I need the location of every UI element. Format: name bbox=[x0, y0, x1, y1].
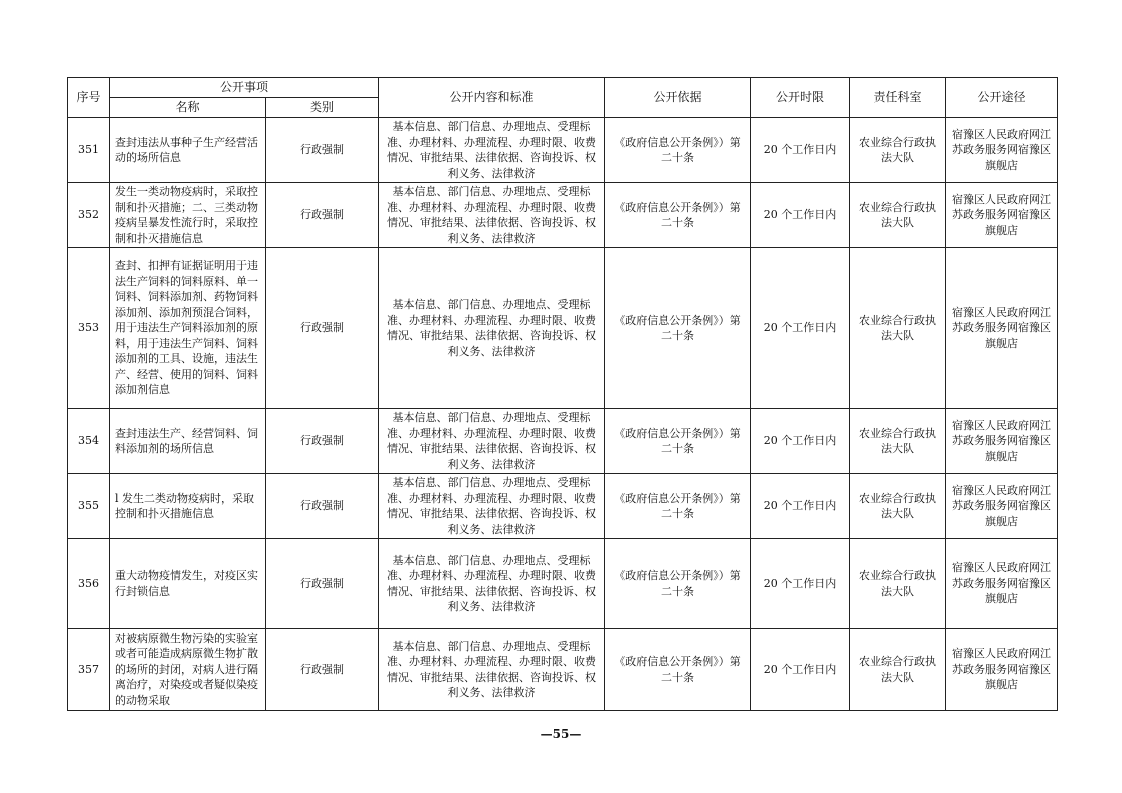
disclosure-channel: 宿豫区人民政府网江苏政务服务网宿豫区旗舰店 bbox=[946, 629, 1058, 711]
time-limit: 20 个工作日内 bbox=[751, 629, 850, 711]
item-category: 行政强制 bbox=[266, 248, 379, 409]
item-name: 查封违法从事种子生产经营活动的场所信息 bbox=[110, 118, 266, 183]
table-row bbox=[68, 183, 1058, 248]
header-name: 名称 bbox=[110, 98, 266, 118]
responsible-department: 农业综合行政执法大队 bbox=[850, 118, 946, 183]
disclosure-channel: 宿豫区人民政府网江苏政务服务网宿豫区旗舰店 bbox=[946, 183, 1058, 248]
header-time-limit: 公开时限 bbox=[751, 78, 850, 118]
table-body bbox=[68, 118, 1058, 711]
table-row bbox=[68, 118, 1058, 183]
item-category: 行政强制 bbox=[266, 539, 379, 629]
row-number: 357 bbox=[68, 629, 110, 711]
row-number: 351 bbox=[68, 118, 110, 183]
table-row bbox=[68, 629, 1058, 711]
header-category: 类别 bbox=[266, 98, 379, 118]
disclosure-table bbox=[67, 77, 1058, 711]
table-row bbox=[68, 474, 1058, 539]
disclosure-content: 基本信息、部门信息、办理地点、受理标准、办理材料、办理流程、办理时限、收费情况、审批结果、法律依据、咨询投诉、权利义务、法律救济 bbox=[379, 539, 605, 629]
item-name: l 发生二类动物疫病时，采取控制和扑灭措施信息 bbox=[110, 474, 266, 539]
item-name: 发生一类动物疫病时，采取控制和扑灭措施；二、三类动物疫病呈暴发性流行时，采取控制和扑灭措施信息 bbox=[110, 183, 266, 248]
row-number: 356 bbox=[68, 539, 110, 629]
time-limit: 20 个工作日内 bbox=[751, 248, 850, 409]
disclosure-channel: 宿豫区人民政府网江苏政务服务网宿豫区旗舰店 bbox=[946, 248, 1058, 409]
header-content: 公开内容和标准 bbox=[379, 78, 605, 118]
row-number: 353 bbox=[68, 248, 110, 409]
item-name: 查封违法生产、经营饲料、饲料添加剂的场所信息 bbox=[110, 409, 266, 474]
time-limit: 20 个工作日内 bbox=[751, 409, 850, 474]
time-limit: 20 个工作日内 bbox=[751, 183, 850, 248]
table-header bbox=[68, 78, 1058, 118]
item-name: 对被病原微生物污染的实验室或者可能造成病原微生物扩散的场所的封闭，对病人进行隔离治疗，对染疫或者疑似染疫的动物采取 bbox=[110, 629, 266, 711]
header-seq: 序号 bbox=[68, 78, 110, 118]
item-category: 行政强制 bbox=[266, 183, 379, 248]
header-channel: 公开途径 bbox=[946, 78, 1058, 118]
header-basis: 公开依据 bbox=[605, 78, 751, 118]
table-row bbox=[68, 539, 1058, 629]
disclosure-content: 基本信息、部门信息、办理地点、受理标准、办理材料、办理流程、办理时限、收费情况、审批结果、法律依据、咨询投诉、权利义务、法律救济 bbox=[379, 474, 605, 539]
item-category: 行政强制 bbox=[266, 474, 379, 539]
disclosure-content: 基本信息、部门信息、办理地点、受理标准、办理材料、办理流程、办理时限、收费情况、审批结果、法律依据、咨询投诉、权利义务、法律救济 bbox=[379, 409, 605, 474]
header-item-group: 公开事项 bbox=[110, 78, 379, 98]
item-name: 重大动物疫情发生，对疫区实行封锁信息 bbox=[110, 539, 266, 629]
disclosure-basis: 《政府信息公开条例》）第二十条 bbox=[605, 248, 751, 409]
disclosure-channel: 宿豫区人民政府网江苏政务服务网宿豫区旗舰店 bbox=[946, 539, 1058, 629]
row-number: 352 bbox=[68, 183, 110, 248]
disclosure-content: 基本信息、部门信息、办理地点、受理标准、办理材料、办理流程、办理时限、收费情况、审批结果、法律依据、咨询投诉、权利义务、法律救济 bbox=[379, 118, 605, 183]
item-category: 行政强制 bbox=[266, 409, 379, 474]
responsible-department: 农业综合行政执法大队 bbox=[850, 474, 946, 539]
responsible-department: 农业综合行政执法大队 bbox=[850, 629, 946, 711]
disclosure-channel: 宿豫区人民政府网江苏政务服务网宿豫区旗舰店 bbox=[946, 474, 1058, 539]
table-row bbox=[68, 409, 1058, 474]
disclosure-basis: 《政府信息公开条例》）第二十条 bbox=[605, 183, 751, 248]
page-number: —55— bbox=[540, 727, 582, 741]
disclosure-basis: 《政府信息公开条例》）第二十条 bbox=[605, 629, 751, 711]
header-department: 责任科室 bbox=[850, 78, 946, 118]
row-number: 354 bbox=[68, 409, 110, 474]
disclosure-content: 基本信息、部门信息、办理地点、受理标准、办理材料、办理流程、办理时限、收费情况、审批结果、法律依据、咨询投诉、权利义务、法律救济 bbox=[379, 183, 605, 248]
responsible-department: 农业综合行政执法大队 bbox=[850, 248, 946, 409]
disclosure-channel: 宿豫区人民政府网江苏政务服务网宿豫区旗舰店 bbox=[946, 118, 1058, 183]
item-category: 行政强制 bbox=[266, 118, 379, 183]
row-number: 355 bbox=[68, 474, 110, 539]
disclosure-channel: 宿豫区人民政府网江苏政务服务网宿豫区旗舰店 bbox=[946, 409, 1058, 474]
responsible-department: 农业综合行政执法大队 bbox=[850, 183, 946, 248]
item-category: 行政强制 bbox=[266, 629, 379, 711]
responsible-department: 农业综合行政执法大队 bbox=[850, 409, 946, 474]
disclosure-basis: 《政府信息公开条例》）第二十条 bbox=[605, 409, 751, 474]
disclosure-basis: 《政府信息公开条例》）第二十条 bbox=[605, 474, 751, 539]
item-name: 查封、扣押有证据证明用于违法生产饲料的饲料原料、单一饲料、饲料添加剂、药物饲料添加剂、添加剂预混合饲料，用于违法生产饲料添加剂的原料，用于违法生产饲料、饲料添加剂的工具、设施，违法生产、经营、使用的饲料、饲料添加剂信息 bbox=[110, 248, 266, 409]
disclosure-basis: 《政府信息公开条例》）第二十条 bbox=[605, 118, 751, 183]
time-limit: 20 个工作日内 bbox=[751, 474, 850, 539]
disclosure-basis: 《政府信息公开条例》）第二十条 bbox=[605, 539, 751, 629]
responsible-department: 农业综合行政执法大队 bbox=[850, 539, 946, 629]
disclosure-content: 基本信息、部门信息、办理地点、受理标准、办理材料、办理流程、办理时限、收费情况、审批结果、法律依据、咨询投诉、权利义务、法律救济 bbox=[379, 629, 605, 711]
time-limit: 20 个工作日内 bbox=[751, 539, 850, 629]
disclosure-content: 基本信息、部门信息、办理地点、受理标准、办理材料、办理流程、办理时限、收费情况、审批结果、法律依据、咨询投诉、权利义务、法律救济 bbox=[379, 248, 605, 409]
table-row bbox=[68, 248, 1058, 409]
time-limit: 20 个工作日内 bbox=[751, 118, 850, 183]
